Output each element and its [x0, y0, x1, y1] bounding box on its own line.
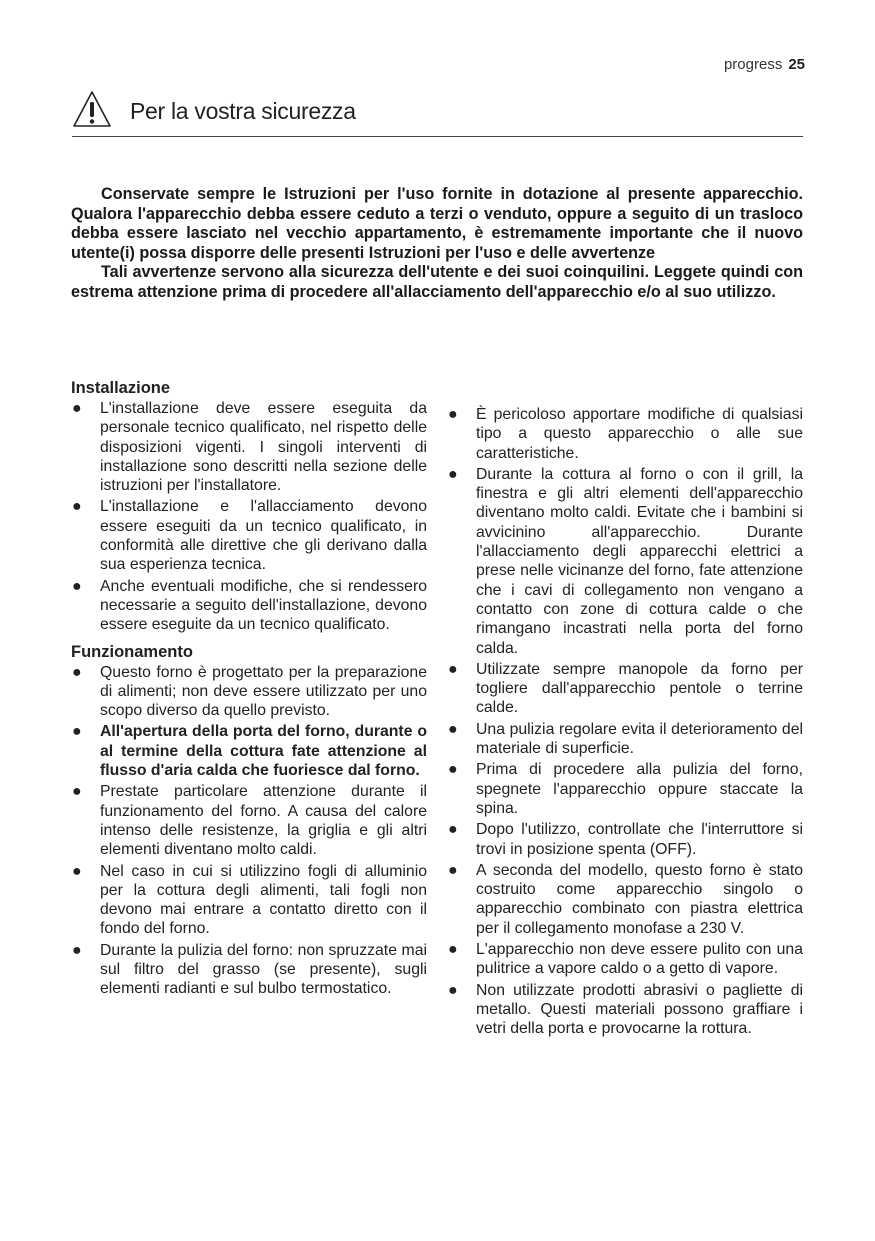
- bullet-icon: ●: [448, 720, 458, 738]
- bullet-icon: ●: [72, 663, 82, 681]
- list-item: [71, 782, 427, 859]
- list-item: [447, 720, 803, 759]
- list-item: [447, 940, 803, 979]
- bullet-icon: ●: [72, 941, 82, 959]
- intro-paragraph: Conservate sempre le Istruzioni per l'uso fornite in dotazione al presente apparecchio. Qualora l'apparecchio debba essere ceduto a terzi o venduto, oppure a seguito di un trasloco debba essere lasciato nel vecchio appartamento, è estremamente importante che il nuovo utente(i) possa disporre delle presenti Istruzioni per l'uso e delle avvertenze: [71, 185, 803, 262]
- list-item: [71, 722, 427, 780]
- list-item-text: Dopo l'utilizzo, controllate che l'interruttore si trovi in posizione spenta (OFF).: [476, 821, 803, 858]
- page-title: Per la vostra sicurezza: [130, 98, 356, 124]
- list-item-text: L'installazione e l'allacciamento devono essere eseguiti da un tecnico qualificato, in conformità alle direttive che gli derivano dalla sua esperienza tecnica.: [100, 498, 427, 574]
- list-item: [447, 465, 803, 658]
- list-item: [71, 663, 427, 721]
- list-item-text: Prestate particolare attenzione durante il funzionamento del forno. A causa del calore intenso delle resistenze, la griglia e gli altri elementi diventano molto caldi.: [100, 783, 427, 859]
- list-item: [71, 577, 427, 635]
- list-item-text: Una pulizia regolare evita il deterioramento del materiale di superficie.: [476, 720, 803, 758]
- bullet-icon: ●: [448, 941, 458, 959]
- bullet-icon: ●: [448, 821, 458, 839]
- list-item-text: Durante la cottura al forno o con il grill, la finestra e gli altri elementi dell'apparecchio diventano molto caldi. Evitate che i bambini si avvicinino all'apparecchio. Durante l'allacciamento degli apparecchi elettrici a prese nelle vicinanze del forno, fate attenzione che i cavi di collegamento non vengano a contatto con zone di cottura calde o che rimangano incastrati nella porta del forno calda.: [476, 465, 803, 657]
- bullet-icon: ●: [448, 465, 458, 483]
- list-item-text: Non utilizzate prodotti abrasivi o pagliette di metallo. Questi materiali possono graffiare i vetri della porta e provocarne la rottura.: [476, 981, 803, 1038]
- list-item-text: All'apertura della porta del forno, durante o al termine della cottura fate attenzione al flusso d'aria calda che fuoriesce dal forno.: [100, 723, 427, 780]
- bullet-icon: ●: [448, 761, 458, 779]
- bullet-icon: ●: [72, 498, 82, 516]
- bullet-icon: ●: [72, 577, 82, 595]
- bullet-icon: ●: [72, 862, 82, 880]
- section-title: [72, 90, 803, 137]
- list-item-text: Nel caso in cui si utilizzino fogli di alluminio per la cottura degli alimenti, tali fogli non devono mai entrare a contatto diretto con il fondo del forno.: [100, 862, 427, 938]
- list-item: [447, 405, 803, 463]
- list-item-text: Anche eventuali modifiche, che si rendessero necessarie a seguito dell'installazione, devono essere eseguite da un tecnico qualificato.: [100, 577, 427, 634]
- bullet-icon: ●: [448, 981, 458, 999]
- list-item: [447, 981, 803, 1039]
- installazione-list: [71, 399, 427, 635]
- list-item: [447, 861, 803, 938]
- warning-triangle-icon: [72, 90, 112, 130]
- intro-paragraph: Tali avvertenze servono alla sicurezza dell'utente e dei suoi coinquilini. Leggete quindi con estrema attenzione prima di procedere all'allacciamento dell'apparecchio e/o al suo utilizzo.: [71, 263, 803, 301]
- list-item-text: È pericoloso apportare modifiche di qualsiasi tipo a questo apparecchio o alle sue caratteristiche.: [476, 406, 803, 462]
- right-column: [447, 405, 803, 1041]
- list-item-text: Prima di procedere alla pulizia del forno, spegnete l'apparecchio oppure staccate la spina.: [476, 761, 803, 817]
- bullet-icon: ●: [72, 783, 82, 801]
- left-column: [71, 379, 427, 1001]
- list-item: [447, 760, 803, 818]
- page-number: 25: [788, 56, 805, 73]
- list-item-text: A seconda del modello, questo forno è stato costruito come apparecchio singolo o apparecchio combinato con piastra elettrica per il collegamento monofase a 230 V.: [476, 861, 803, 937]
- list-item: [71, 497, 427, 574]
- installazione-heading: Installazione: [71, 379, 171, 397]
- page-header: [724, 56, 805, 73]
- funzionamento-list: [71, 663, 427, 999]
- list-item-text: L'installazione deve essere eseguita da personale tecnico qualificato, nel rispetto delle disposizioni vigenti. I singoli interventi di installazione sono descritti nella sezione delle istruzioni per l'installatore.: [100, 400, 427, 495]
- list-item: [71, 399, 427, 495]
- list-item: [447, 820, 803, 859]
- safety-list: [447, 405, 803, 1039]
- intro-block: [71, 185, 803, 302]
- bullet-icon: ●: [72, 723, 82, 741]
- list-item-text: Utilizzate sempre manopole da forno per togliere dall'apparecchio pentole o terrine calde.: [476, 660, 803, 717]
- bullet-icon: ●: [448, 406, 458, 423]
- list-item: [71, 941, 427, 999]
- list-item-text: Questo forno è progettato per la preparazione di alimenti; non deve essere utilizzato per uno scopo diverso da quello previsto.: [100, 663, 427, 720]
- list-item: [71, 862, 427, 939]
- funzionamento-heading: Funzionamento: [71, 642, 193, 661]
- bullet-icon: ●: [448, 861, 458, 879]
- list-item-text: L'apparecchio non deve essere pulito con una pulitrice a vapore caldo o a getto di vapore.: [476, 941, 803, 978]
- bullet-icon: ●: [448, 660, 458, 678]
- list-item-text: Durante la pulizia del forno: non spruzzate mai sul filtro del grasso (se presente), sugli elementi radianti e sul bulbo termostatico.: [100, 941, 427, 998]
- list-item: [447, 660, 803, 718]
- bullet-icon: ●: [72, 400, 82, 417]
- brand-name: progress: [723, 56, 783, 73]
